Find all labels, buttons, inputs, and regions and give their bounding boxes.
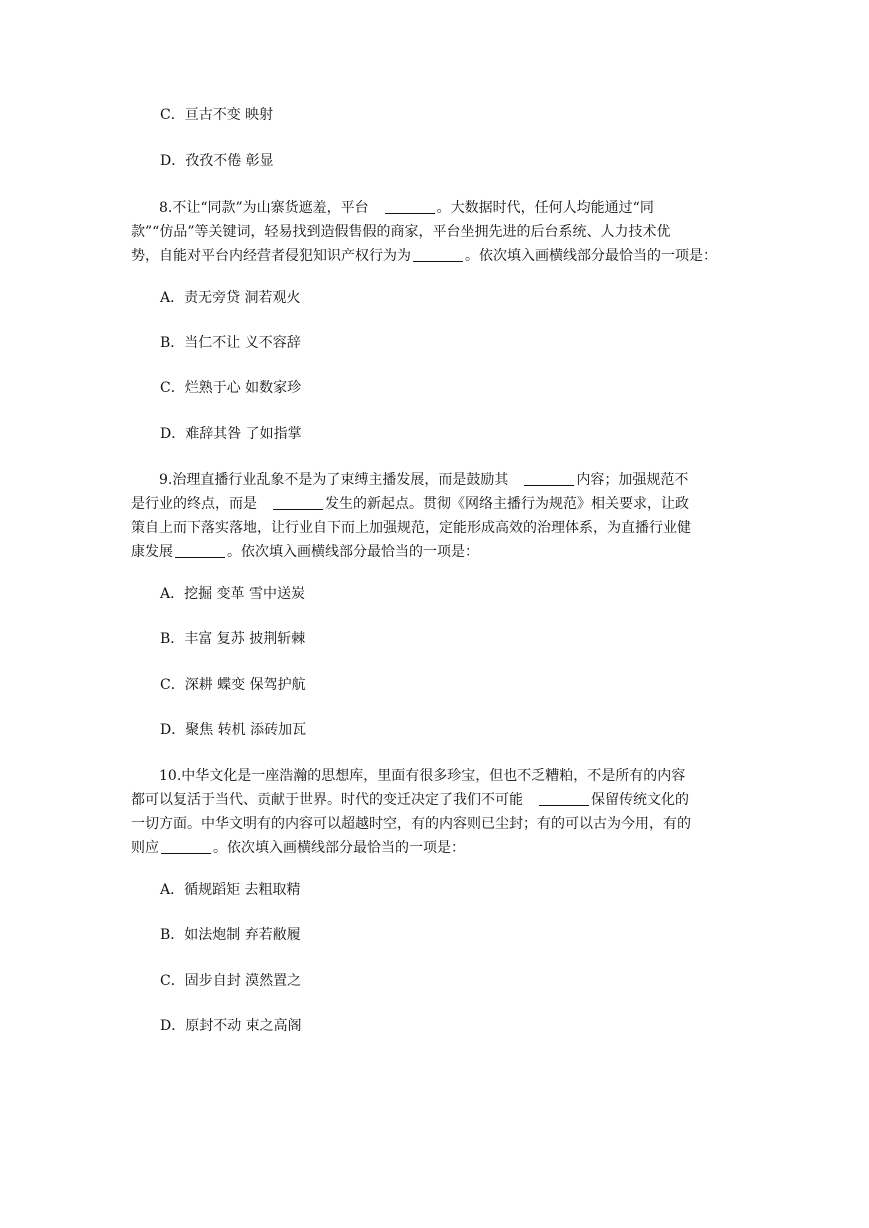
q9-option-a: A．挖掘 变革 雪中送炭 xyxy=(160,586,306,602)
answer-blank xyxy=(273,495,323,510)
q8-option-c: C．烂熟于心 如数家珍 xyxy=(160,380,302,396)
answer-blank xyxy=(539,791,589,806)
question-10-line-1: 10.中华文化是一座浩瀚的思想库，里面有很多珍宝，但也不乏糟粕，不是所有的内容 xyxy=(159,768,686,784)
question-8-line-2: 款”“仿品”等关键词，轻易找到造假售假的商家，平台坐拥先进的后台系统、人力技术优 xyxy=(131,224,671,240)
q8-option-b: B．当仁不让 义不容辞 xyxy=(160,335,301,351)
q10-option-c: C．固步自封 漠然置之 xyxy=(160,973,302,989)
answer-blank xyxy=(175,543,225,558)
q10-option-a: A．循规蹈矩 去粗取精 xyxy=(160,882,301,898)
q10-option-b: B．如法炮制 弃若敝履 xyxy=(160,927,301,943)
question-9-line-1: 9.治理直播行业乱象不是为了束缚主播发展，而是鼓励其 内容；加强规范不 xyxy=(159,472,689,488)
q9-option-b: B．丰富 复苏 披荆斩棘 xyxy=(160,631,306,647)
question-10-line-2: 都可以复活于当代、贡献于世界。时代的变迁决定了我们不可能 保留传统文化的 xyxy=(131,792,689,808)
q10-option-d: D．原封不动 束之高阁 xyxy=(160,1018,302,1034)
answer-blank xyxy=(161,839,211,854)
question-9-line-4: 康发展 。依次填入画横线部分最恰当的一项是： xyxy=(131,544,479,560)
answer-blank xyxy=(385,199,435,214)
q9-option-c: C．深耕 蝶变 保驾护航 xyxy=(160,677,306,693)
q8-option-a: A．责无旁贷 洞若观火 xyxy=(160,290,301,306)
question-8-line-3: 势，自能对平台内经营者侵犯知识产权行为为 。依次填入画横线部分最恰当的一项是： xyxy=(131,248,717,264)
answer-blank xyxy=(524,471,574,486)
question-10-line-4: 则应 。依次填入画横线部分最恰当的一项是： xyxy=(131,840,465,856)
q7-option-d: D．孜孜不倦 彰显 xyxy=(160,153,274,169)
question-10-line-3: 一切方面。中华文明有的内容可以超越时空，有的内容则已尘封；有的可以古为今用，有的 xyxy=(131,816,691,832)
question-9-stem xyxy=(131,468,741,564)
question-8-stem xyxy=(131,196,741,268)
question-10-stem xyxy=(131,764,741,860)
answer-blank xyxy=(413,247,463,262)
question-9-line-3: 策自上而下落实落地，让行业自下而上加强规范，定能形成高效的治理体系，为直播行业健 xyxy=(131,520,691,536)
question-9-line-2: 是行业的终点，而是 发生的新起点。贯彻《网络主播行为规范》相关要求，让政 xyxy=(131,496,689,512)
q9-option-d: D．聚焦 转机 添砖加瓦 xyxy=(160,722,307,738)
q7-option-c: C．亘古不变 映射 xyxy=(160,107,274,123)
question-8-line-1: 8.不让“同款”为山寨货遮羞，平台 。大数据时代，任何人均能通过“同 xyxy=(159,200,654,216)
q8-option-d: D．难辞其咎 了如指掌 xyxy=(160,426,302,442)
